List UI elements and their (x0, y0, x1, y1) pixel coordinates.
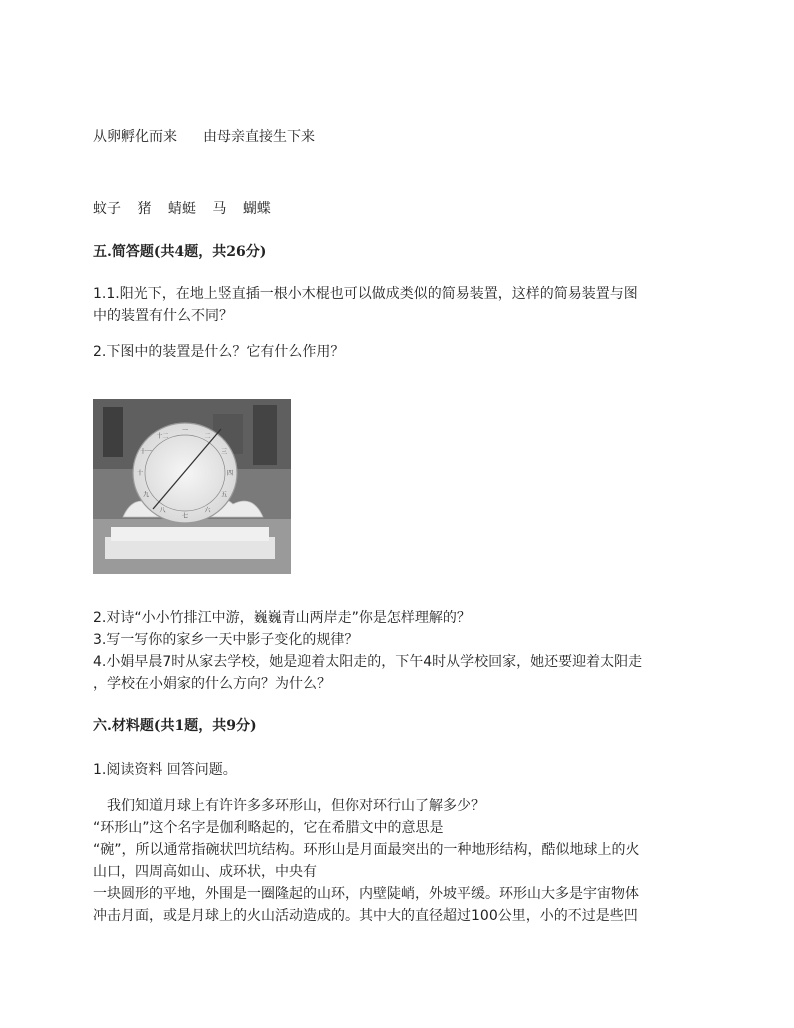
sundial-face (133, 423, 237, 523)
animal-item: 蜻蜓 (167, 201, 196, 217)
section5-heading: 五.简答题(共4题，共26分) (93, 244, 267, 260)
question-text: 中的装置有什么不同？ (93, 308, 233, 324)
dial-numeral: 十一 (139, 448, 153, 456)
question-text: 1.阅读资料 回答问题。 (93, 762, 237, 778)
option-live-birth: 由母亲直接生下来 (203, 129, 315, 145)
sundial-photo (93, 399, 291, 574)
dial-numeral: 十二 (156, 433, 169, 440)
dial-numeral: 六 (204, 507, 211, 514)
animal-item: 蝴蝶 (242, 201, 271, 217)
animal-item: 蚊子 (93, 201, 121, 217)
dial-numeral: 二 (204, 433, 211, 440)
dial-numeral: 一 (181, 427, 189, 435)
reading-paragraph: “碗”，所以通常指碗状凹坑结构。环形山是月面最突出的一种地形结构，酷似地球上的火 (93, 842, 640, 858)
question-text: 1.1.阳光下，在地上竖直插一根小木棍也可以做成类似的简易装置，这样的简易装置与图 (93, 286, 638, 302)
question-text: ，学校在小娟家的什么方向？为什么？ (93, 676, 331, 692)
reading-paragraph: “环形山”这个名字是伽利略起的，它在希腊文中的意思是 (93, 820, 444, 836)
animal-item: 猪 (137, 201, 152, 217)
dial-numeral: 九 (142, 491, 150, 499)
question-text: 3.写一写你的家乡一天中影子变化的规律？ (93, 632, 359, 648)
reading-paragraph: 我们知道月球上有许许多多环形山，但你对环行山了解多少？ (107, 798, 485, 814)
dial-numeral: 八 (159, 507, 166, 514)
option-row (93, 128, 315, 146)
option-hatched: 从卵孵化而来 (93, 129, 177, 145)
dial-numeral: 五 (220, 491, 228, 499)
reading-paragraph: 冲击月面，或是月球上的火山活动造成的。其中大的直径超过100公里，小的不过是些凹 (93, 908, 638, 924)
dial-numeral: 四 (226, 470, 234, 477)
dial-numeral: 三 (220, 448, 228, 456)
dial-numeral: 十 (136, 470, 144, 477)
section6-heading: 六.材料题(共1题，共9分) (93, 718, 257, 734)
animal-item: 马 (212, 201, 227, 217)
question-text: 4.小娟早晨7时从家去学校，她是迎着太阳走的，下午4时从学校回家，她还要迎着太阳走 (93, 654, 643, 670)
reading-paragraph: 一块圆形的平地，外围是一圈隆起的山环，内壁陡峭，外坡平缓。环形山大多是宇宙物体 (93, 886, 639, 902)
dial-numeral: 七 (181, 512, 189, 520)
question-text: 2.对诗“小小竹排江中游，巍巍青山两岸走”你是怎样理解的？ (93, 610, 471, 626)
animal-row (93, 200, 271, 218)
reading-paragraph: 山口，四周高如山、成环状，中央有 (93, 864, 317, 880)
question-text: 2.下图中的装置是什么？它有什么作用？ (93, 344, 345, 360)
